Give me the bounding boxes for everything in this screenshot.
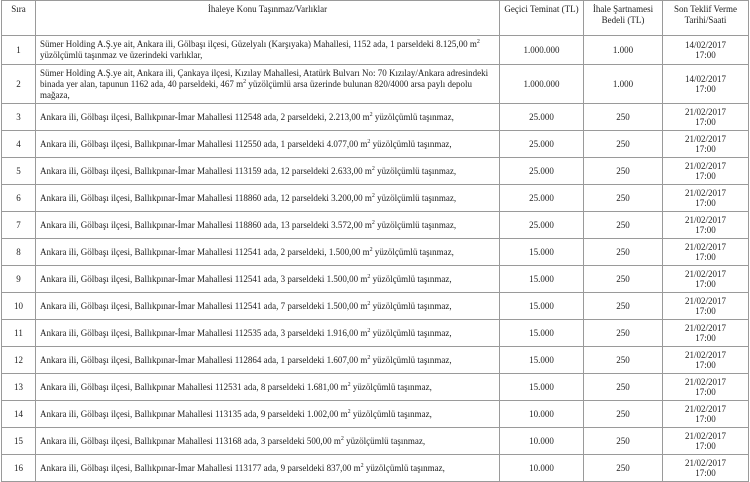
- tender-table: [1, 0, 749, 482]
- temporary-guarantee: [500, 104, 584, 131]
- row-number: [2, 347, 36, 374]
- specification-fee: [584, 104, 663, 131]
- fee-value: 250: [616, 462, 630, 473]
- offer-time: 17:00: [695, 279, 716, 289]
- last-offer-date: [663, 401, 749, 428]
- description-text-end: yüzölçümlü arsa üzerinde bulunan 820/4000 arsa paylı depolu mağaza,: [40, 78, 473, 100]
- guarantee-value: 15.000: [529, 246, 554, 257]
- table-row: [2, 131, 749, 158]
- specification-fee: [584, 401, 663, 428]
- table-row: [2, 455, 749, 482]
- offer-date: 21/02/2017: [684, 350, 726, 360]
- temporary-guarantee: [500, 131, 584, 158]
- fee-value: 250: [616, 165, 630, 176]
- fee-value: 250: [616, 435, 630, 446]
- temporary-guarantee: [500, 293, 584, 320]
- row-number: [2, 293, 36, 320]
- property-description: [36, 104, 500, 131]
- offer-date: 21/02/2017: [684, 458, 726, 468]
- description-text: Ankara ili, Gölbaşı ilçesi, Ballıkpınar-İmar Mahallesi 113159 ada, 12 parseldeki 2.633,00 m: [40, 165, 372, 176]
- last-offer-date: [663, 131, 749, 158]
- specification-fee: [584, 320, 663, 347]
- temporary-guarantee: [500, 374, 584, 401]
- temporary-guarantee: [500, 36, 584, 65]
- row-number: [2, 239, 36, 266]
- area-unit-superscript: 2: [369, 111, 373, 118]
- row-number: [2, 374, 36, 401]
- specification-fee: [584, 293, 663, 320]
- table-row: [2, 185, 749, 212]
- specification-fee: [584, 239, 663, 266]
- row-number-text: 10: [14, 300, 23, 311]
- row-number: [2, 36, 36, 65]
- specification-fee: [584, 212, 663, 239]
- description-text: Ankara ili, Gölbaşı ilçesi, Ballıkpınar-İmar Mahallesi 113177 ada, 9 parseldeki 837,00 m: [40, 462, 361, 473]
- guarantee-value: 25.000: [529, 138, 554, 149]
- guarantee-value: 25.000: [529, 111, 554, 122]
- guarantee-value: 25.000: [529, 192, 554, 203]
- offer-time: 17:00: [695, 387, 716, 397]
- fee-value: 250: [616, 138, 630, 149]
- description-text-end: yüzölçümlü taşınmaz,: [370, 300, 452, 311]
- table-row: [2, 104, 749, 131]
- area-unit-superscript: 2: [367, 273, 371, 280]
- offer-date: 21/02/2017: [684, 107, 726, 117]
- temporary-guarantee: [500, 401, 584, 428]
- fee-value: 1.000: [612, 78, 634, 89]
- last-offer-date: [663, 212, 749, 239]
- property-description: [36, 320, 500, 347]
- row-number-text: 5: [16, 165, 21, 176]
- description-text: Sümer Holding A.Ş.ye ait, Ankara ili, Gölbaşı ilçesi, Güzelyalı (Karşıyaka) Mahallesi, 1152 ada, 1 parseldeki 8.125,00 m: [40, 39, 477, 49]
- last-offer-date: [663, 347, 749, 374]
- specification-fee: [584, 158, 663, 185]
- specification-fee: [584, 266, 663, 293]
- temporary-guarantee: [500, 347, 584, 374]
- row-number-text: 16: [14, 462, 23, 473]
- property-description: [36, 239, 500, 266]
- offer-date: 21/02/2017: [684, 161, 726, 171]
- row-number-text: 4: [16, 138, 21, 149]
- description-text: Ankara ili, Gölbaşı ilçesi, Ballıkpınar Mahallesi 113168 ada, 3 parseldeki 500,00 m: [40, 435, 341, 446]
- row-number-text: 9: [16, 273, 21, 284]
- temporary-guarantee: [500, 239, 584, 266]
- offer-date: 21/02/2017: [684, 134, 726, 144]
- offer-date: 21/02/2017: [684, 323, 726, 333]
- description-text-end: yüzölçümlü taşınmaz,: [370, 138, 452, 149]
- offer-time: 17:00: [695, 441, 716, 451]
- guarantee-value: 15.000: [529, 354, 554, 365]
- last-offer-date: [663, 185, 749, 212]
- area-unit-superscript: 2: [367, 354, 371, 361]
- last-offer-date: [663, 428, 749, 455]
- last-offer-date: [663, 455, 749, 482]
- description-text-end: yüzölçümlü taşınmaz,: [370, 354, 452, 365]
- offer-time: 17:00: [695, 50, 716, 60]
- fee-value: 1.000: [612, 44, 634, 55]
- area-unit-superscript: 2: [360, 462, 364, 469]
- property-description: [36, 36, 500, 65]
- last-offer-date: [663, 266, 749, 293]
- table-row: [2, 428, 749, 455]
- table-row: [2, 212, 749, 239]
- offer-time: 17:00: [695, 360, 716, 370]
- last-offer-date: [663, 104, 749, 131]
- offer-time: 17:00: [695, 333, 716, 343]
- guarantee-value: 25.000: [529, 219, 554, 230]
- description-text: Ankara ili, Gölbaşı ilçesi, Ballıkpınar-İmar Mahallesi 118860 ada, 12 parseldeki 3.200,00 m: [40, 192, 372, 203]
- fee-value: 250: [616, 408, 630, 419]
- property-description: [36, 374, 500, 401]
- offer-time: 17:00: [695, 252, 716, 262]
- property-description: [36, 266, 500, 293]
- row-number-text: 7: [16, 219, 21, 230]
- offer-time: 17:00: [695, 468, 716, 478]
- header-last-offer-date: Son Teklif Verme Tarihi/Saati: [663, 1, 749, 36]
- guarantee-value: 1.000.000: [523, 44, 560, 55]
- guarantee-value: 15.000: [529, 300, 554, 311]
- description-text: Ankara ili, Gölbaşı ilçesi, Ballıkpınar-İmar Mahallesi 112550 ada, 1 parseldeki 4.077,00 m: [40, 138, 368, 149]
- fee-value: 250: [616, 354, 630, 365]
- table-row: [2, 158, 749, 185]
- row-number: [2, 158, 36, 185]
- fee-value: 250: [616, 273, 630, 284]
- guarantee-value: 10.000: [529, 408, 554, 419]
- offer-time: 17:00: [695, 117, 716, 127]
- temporary-guarantee: [500, 158, 584, 185]
- last-offer-date: [663, 320, 749, 347]
- area-unit-superscript: 2: [347, 408, 351, 415]
- specification-fee: [584, 131, 663, 158]
- offer-date: 21/02/2017: [684, 188, 726, 198]
- row-number-text: 3: [16, 111, 21, 122]
- row-number: [2, 428, 36, 455]
- description-text: Ankara ili, Gölbaşı ilçesi, Ballıkpınar-İmar Mahallesi 112541 ada, 7 parseldeki 1.500,00 m: [40, 300, 368, 311]
- area-unit-superscript: 2: [367, 300, 371, 307]
- row-number: [2, 65, 36, 104]
- last-offer-date: [663, 65, 749, 104]
- offer-date: 21/02/2017: [684, 215, 726, 225]
- header-temporary-guarantee: Geçici Teminat (TL): [500, 1, 584, 36]
- fee-value: 250: [616, 219, 630, 230]
- table-row: [2, 266, 749, 293]
- description-text-end: yüzölçümlü taşınmaz,: [370, 327, 452, 338]
- description-text: Ankara ili, Gölbaşı ilçesi, Ballıkpınar-İmar Mahallesi 112541 ada, 2 parseldeki, 1.500,00 m: [40, 246, 370, 257]
- property-description: [36, 455, 500, 482]
- area-unit-superscript: 2: [371, 165, 375, 172]
- offer-time: 17:00: [695, 225, 716, 235]
- fee-value: 250: [616, 111, 630, 122]
- table-row: [2, 347, 749, 374]
- offer-time: 17:00: [695, 414, 716, 424]
- guarantee-value: 25.000: [529, 165, 554, 176]
- last-offer-date: [663, 239, 749, 266]
- description-text: Ankara ili, Gölbaşı ilçesi, Ballıkpınar-İmar Mahallesi 118860 ada, 13 parseldeki 3.572,00 m: [40, 219, 372, 230]
- description-text-end: yüzölçümlü taşınmaz,: [363, 462, 445, 473]
- table-row: [2, 401, 749, 428]
- fee-value: 250: [616, 300, 630, 311]
- offer-time: 17:00: [695, 144, 716, 154]
- row-number-text: 13: [14, 381, 23, 392]
- description-text: Ankara ili, Gölbaşı ilçesi, Ballıkpınar-İmar Mahallesi 112541 ada, 3 parseldeki 1.500,00 m: [40, 273, 368, 284]
- description-text-end: yüzölçümlü taşınmaz,: [372, 246, 454, 257]
- row-number-text: 6: [16, 192, 21, 203]
- area-unit-superscript: 2: [367, 138, 371, 145]
- offer-time: 17:00: [695, 198, 716, 208]
- guarantee-value: 15.000: [529, 273, 554, 284]
- table-row: [2, 374, 749, 401]
- table-row: [2, 320, 749, 347]
- row-number: [2, 455, 36, 482]
- fee-value: 250: [616, 246, 630, 257]
- table-row: [2, 65, 749, 104]
- description-text: Ankara ili, Gölbaşı ilçesi, Ballıkpınar-İmar Mahallesi 112535 ada, 3 parseldeki 1.916,00 m: [40, 327, 368, 338]
- row-number-text: 11: [14, 327, 23, 338]
- area-unit-superscript: 2: [347, 381, 351, 388]
- specification-fee: [584, 455, 663, 482]
- description-text-end: yüzölçümlü taşınmaz,: [374, 192, 457, 203]
- specification-fee: [584, 374, 663, 401]
- description-text: Sümer Holding A.Ş.ye ait, Ankara ili, Çankaya ilçesi, Kızılay Mahallesi, Atatürk Bulvarı No: 70 Kızılay/Ankara adresindeki binada yer alan, tapunun 1162 ada, 40 parseldeki, 467 m: [40, 67, 489, 89]
- fee-value: 250: [616, 192, 630, 203]
- row-number-text: 14: [14, 408, 23, 419]
- description-text-end: yüzölçümlü taşınmaz ve üzerindeki varlıklar,: [40, 50, 203, 60]
- row-number-text: 12: [14, 354, 23, 365]
- table-row: [2, 293, 749, 320]
- row-number: [2, 104, 36, 131]
- description-text: Ankara ili, Gölbaşı ilçesi, Ballıkpınar-İmar Mahallesi 112864 ada, 1 parseldeki 1.607,00 m: [40, 354, 368, 365]
- area-unit-superscript: 2: [371, 219, 375, 226]
- guarantee-value: 10.000: [529, 462, 554, 473]
- description-text-end: yüzölçümlü taşınmaz,: [343, 435, 426, 446]
- offer-date: 14/02/2017: [684, 74, 726, 84]
- temporary-guarantee: [500, 185, 584, 212]
- specification-fee: [584, 65, 663, 104]
- offer-date: 21/02/2017: [684, 431, 726, 441]
- description-text-end: yüzölçümlü taşınmaz,: [374, 165, 457, 176]
- last-offer-date: [663, 293, 749, 320]
- property-description: [36, 131, 500, 158]
- guarantee-value: 10.000: [529, 435, 554, 446]
- area-unit-superscript: 2: [371, 192, 375, 199]
- table-row: [2, 36, 749, 65]
- description-text: Ankara ili, Gölbaşı ilçesi, Ballıkpınar Mahallesi 112531 ada, 8 parseldeki 1.681,00 m: [40, 381, 348, 392]
- offer-time: 17:00: [695, 84, 716, 94]
- fee-value: 250: [616, 381, 630, 392]
- offer-time: 17:00: [695, 306, 716, 316]
- row-number: [2, 320, 36, 347]
- description-text-end: yüzölçümlü taşınmaz,: [374, 219, 457, 230]
- description-text-end: yüzölçümlü taşınmaz,: [350, 408, 432, 419]
- temporary-guarantee: [500, 65, 584, 104]
- offer-time: 17:00: [695, 171, 716, 181]
- row-number-text: 2: [16, 78, 21, 89]
- offer-date: 21/02/2017: [684, 242, 726, 252]
- description-text-end: yüzölçümlü taşınmaz,: [370, 273, 452, 284]
- description-text-end: yüzölçümlü taşınmaz,: [372, 111, 454, 122]
- temporary-guarantee: [500, 212, 584, 239]
- description-text: Ankara ili, Gölbaşı ilçesi, Ballıkpınar Mahallesi 113135 ada, 9 parseldeki 1.002,00 m: [40, 408, 348, 419]
- property-description: [36, 185, 500, 212]
- last-offer-date: [663, 36, 749, 65]
- row-number: [2, 185, 36, 212]
- row-number-text: 1: [16, 44, 21, 55]
- row-number-text: 8: [16, 246, 21, 257]
- property-description: [36, 401, 500, 428]
- description-text-end: yüzölçümlü taşınmaz,: [350, 381, 432, 392]
- header-description: İhaleye Konu Taşınmaz/Varlıklar: [36, 1, 500, 36]
- offer-date: 21/02/2017: [684, 404, 726, 414]
- area-unit-superscript: 2: [476, 39, 480, 45]
- offer-date: 14/02/2017: [684, 40, 726, 50]
- offer-date: 21/02/2017: [684, 269, 726, 279]
- guarantee-value: 1.000.000: [523, 78, 560, 89]
- last-offer-date: [663, 158, 749, 185]
- guarantee-value: 15.000: [529, 381, 554, 392]
- temporary-guarantee: [500, 266, 584, 293]
- area-unit-superscript: 2: [340, 435, 344, 442]
- fee-value: 250: [616, 327, 630, 338]
- header-specification-fee: İhale Şartnamesi Bedeli (TL): [584, 1, 663, 36]
- header-sira: Sıra: [2, 1, 36, 36]
- offer-date: 21/02/2017: [684, 296, 726, 306]
- specification-fee: [584, 428, 663, 455]
- specification-fee: [584, 347, 663, 374]
- specification-fee: [584, 185, 663, 212]
- area-unit-superscript: 2: [367, 327, 371, 334]
- property-description: [36, 65, 500, 104]
- row-number: [2, 266, 36, 293]
- table-row: [2, 239, 749, 266]
- property-description: [36, 428, 500, 455]
- area-unit-superscript: 2: [243, 78, 247, 85]
- table-body: [2, 36, 749, 482]
- temporary-guarantee: [500, 455, 584, 482]
- description-text: Ankara ili, Gölbaşı ilçesi, Ballıkpınar-İmar Mahallesi 112548 ada, 2 parseldeki, 2.213,00 m: [40, 111, 370, 122]
- specification-fee: [584, 36, 663, 65]
- row-number: [2, 131, 36, 158]
- guarantee-value: 15.000: [529, 327, 554, 338]
- property-description: [36, 293, 500, 320]
- area-unit-superscript: 2: [369, 246, 373, 253]
- offer-date: 21/02/2017: [684, 377, 726, 387]
- row-number: [2, 212, 36, 239]
- row-number: [2, 401, 36, 428]
- header-row: [2, 1, 749, 36]
- row-number-text: 15: [14, 435, 23, 446]
- temporary-guarantee: [500, 320, 584, 347]
- property-description: [36, 212, 500, 239]
- temporary-guarantee: [500, 428, 584, 455]
- property-description: [36, 158, 500, 185]
- last-offer-date: [663, 374, 749, 401]
- property-description: [36, 347, 500, 374]
